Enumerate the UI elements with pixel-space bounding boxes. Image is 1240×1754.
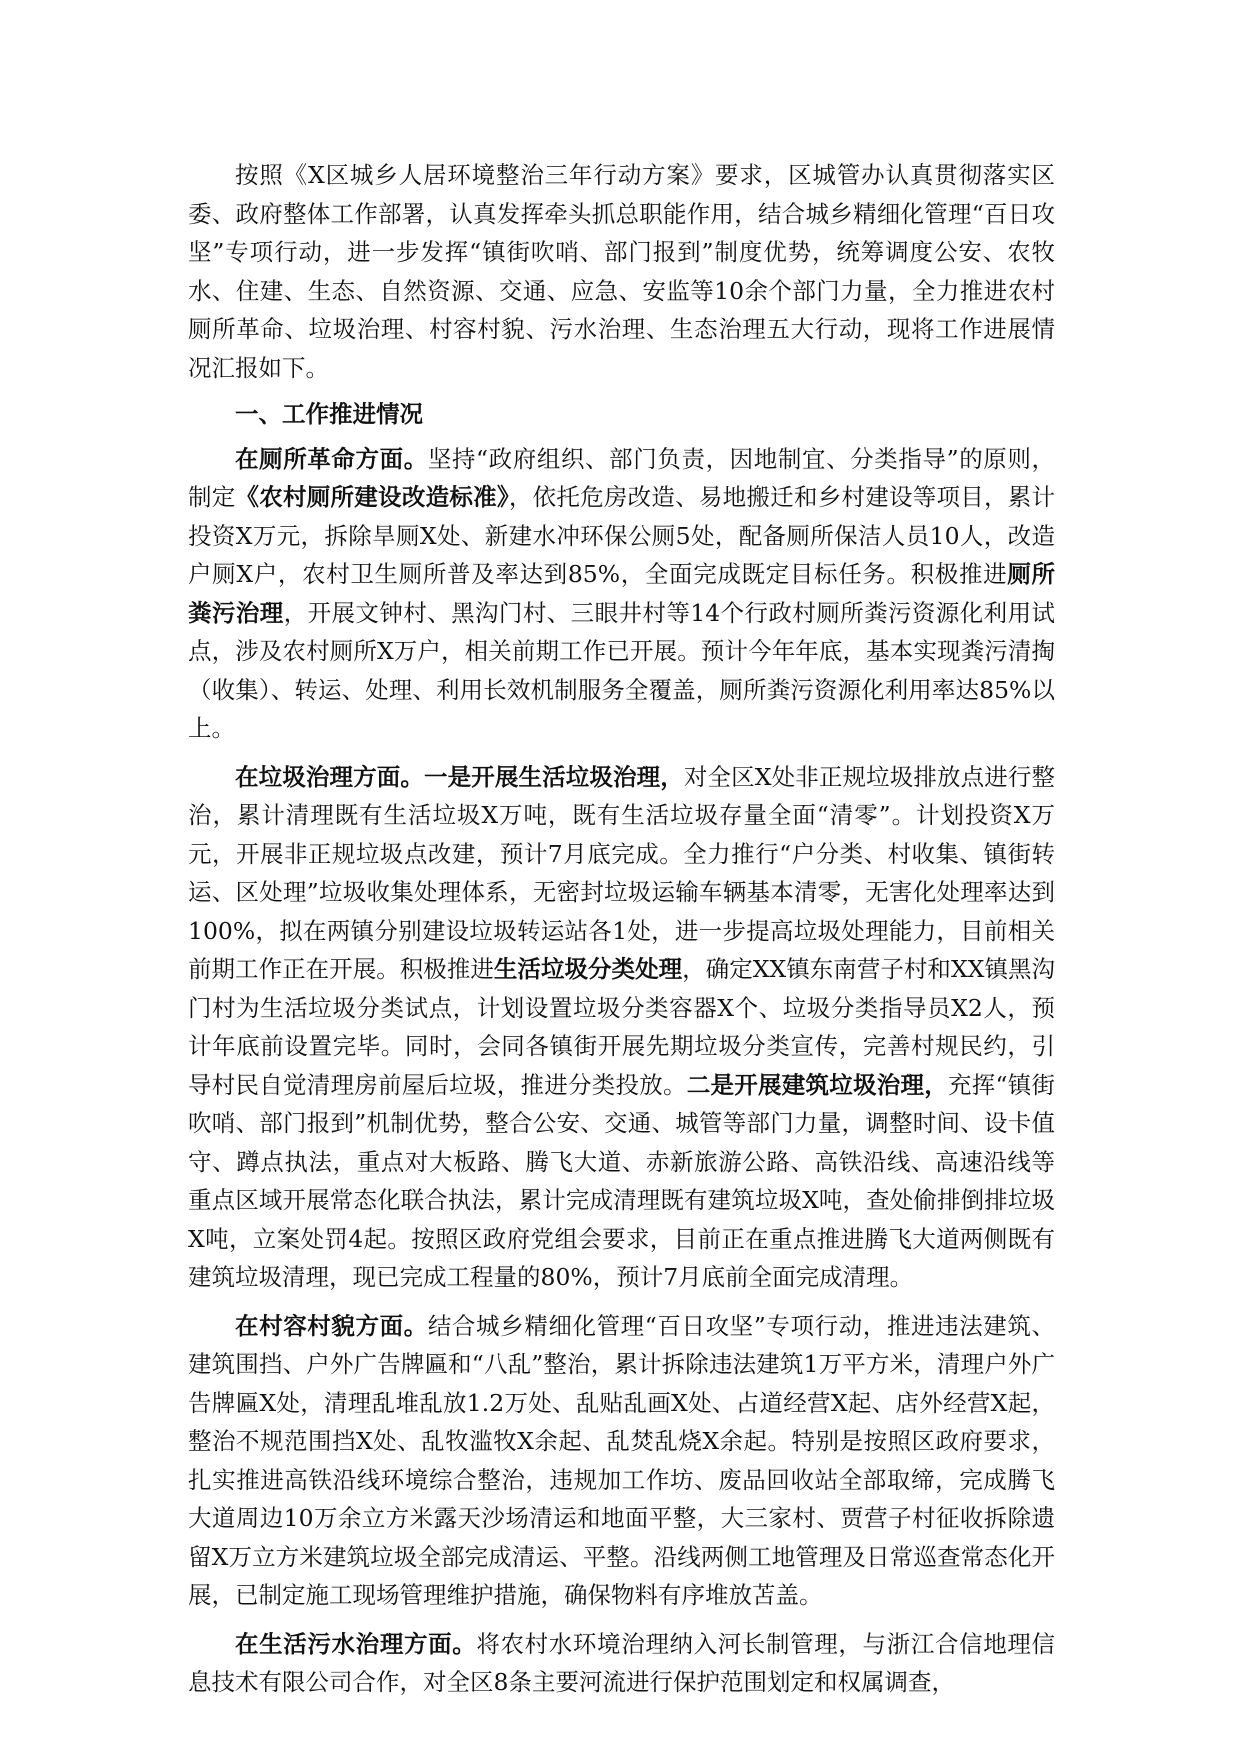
document-body xyxy=(188,156,1055,1702)
sewage-lead: 在生活污水治理方面。 xyxy=(235,1629,477,1658)
village-lead: 在村容村貌方面。 xyxy=(235,1311,428,1340)
toilet-lead: 在厕所革命方面。 xyxy=(235,444,428,473)
garbage-lead: 在垃圾治理方面。 xyxy=(235,762,425,791)
sewage-governance-paragraph: 在生活污水治理方面。将农村水环境治理纳入河长制管理，与浙江合信地理信息技术有限公司合作，对全区8条主要河流进行保护范围划定和权属调查， xyxy=(188,1629,1056,1696)
garbage-governance-paragraph: 在垃圾治理方面。一是开展生活垃圾治理，对全区X处非正规垃圾排放点进行整治，累计清理既有生活垃圾X万吨，既有生活垃圾存量全面“清零”。计划投资X万元，开展非正规垃圾点改建，预计7月底完成。全力推行“户分类、村收集、镇街转运、区处理”垃圾收集处理体系，无密封垃圾运输车辆基本清零，无害化处理率达到100%，拟在两镇分别建设垃圾转运站各1处，进一步提高垃圾处理能力，目前相关前期工作正在开展。积极推进生活垃圾分类处理，确定XX镇东南营子村和XX镇黑沟门村为生活垃圾分类试点，计划设置垃圾分类容器X个、垃圾分类指导员X2人，预计年底前设置完毕。同时，会同各镇街开展先期垃圾分类宣传，完善村规民约，引导村民自觉清理房前屋后垃圾，推进分类投放。二是开展建筑垃圾治理，充挥“镇街吹哨、部门报到”机制优势，整合公安、交通、城管等部门力量，调整时间、设卡值守、蹲点执法，重点对大板路、腾飞大道、赤新旅游公路、高铁沿线、高速沿线等重点区域开展常态化联合执法，累计完成清理既有建筑垃圾X吨，查处偷排倒排垃圾X吨，立案处罚4起。按照区政府党组会要求，目前正在重点推进腾飞大道两侧既有建筑垃圾清理，现已完成工程量的80%，预计7月底前全面完成清理。 xyxy=(188,762,1056,1291)
toilet-revolution-paragraph: 在厕所革命方面。坚持“政府组织、部门负责，因地制宜、分类指导”的原则，制定《农村厕所建设改造标准》，依托危房改造、易地搬迁和乡村建设等项目，累计投资X万元，拆除旱厕X处、新建水冲环保公厕5处，配备厕所保洁人员10人，改造户厕X户，农村卫生厕所普及率达到85%，全面完成既定目标任务。积极推进厕所粪污治理，开展文钟村、黑沟门村、三眼井村等14个行政村厕所粪污资源化利用试点，涉及农村厕所X万户，相关前期工作已开展。预计今年年底，基本实现粪污清掏（收集）、转运、处理、利用长效机制服务全覆盖，厕所粪污资源化利用率达85%以上。 xyxy=(188,444,1056,742)
intro-paragraph: 按照《X区城乡人居环境整治三年行动方案》要求，区城管办认真贯彻落实区委、政府整体工作部署，认真发挥牵头抓总职能作用，结合城乡精细化管理“百日攻坚”专项行动，进一步发挥“镇街吹哨、部门报到”制度优势，统筹调度公安、农牧水、住建、生态、自然资源、交通、应急、安监等10余个部门力量，全力推进农村厕所革命、垃圾治理、村容村貌、污水治理、生态治理五大行动，现将工作进展情况汇报如下。 xyxy=(188,161,1055,382)
section-heading-work-progress: 一、工作推进情况 xyxy=(235,400,423,428)
village-appearance-paragraph: 在村容村貌方面。结合城乡精细化管理“百日攻坚”专项行动，推进违法建筑、建筑围挡、户外广告牌匾和“八乱”整治，累计拆除违法建筑1万平方米，清理户外广告牌匾X处，清理乱堆乱放1.2万处、乱贴乱画X处、占道经营X起、店外经营X起，整治不规范围挡X处、乱牧滥牧X余起、乱焚乱烧X余起。特别是按照区政府要求，扎实推进高铁沿线环境综合整治，违规加工作坊、废品回收站全部取缔，完成腾飞大道周边10万余立方米露天沙场清运和地面平整，大三家村、贾营子村征收拆除遗留X万立方米建筑垃圾全部完成清运、平整。沿线两侧工地管理及日常巡查常态化开展，已制定施工现场管理维护措施，确保物料有序堆放苫盖。 xyxy=(188,1311,1056,1609)
